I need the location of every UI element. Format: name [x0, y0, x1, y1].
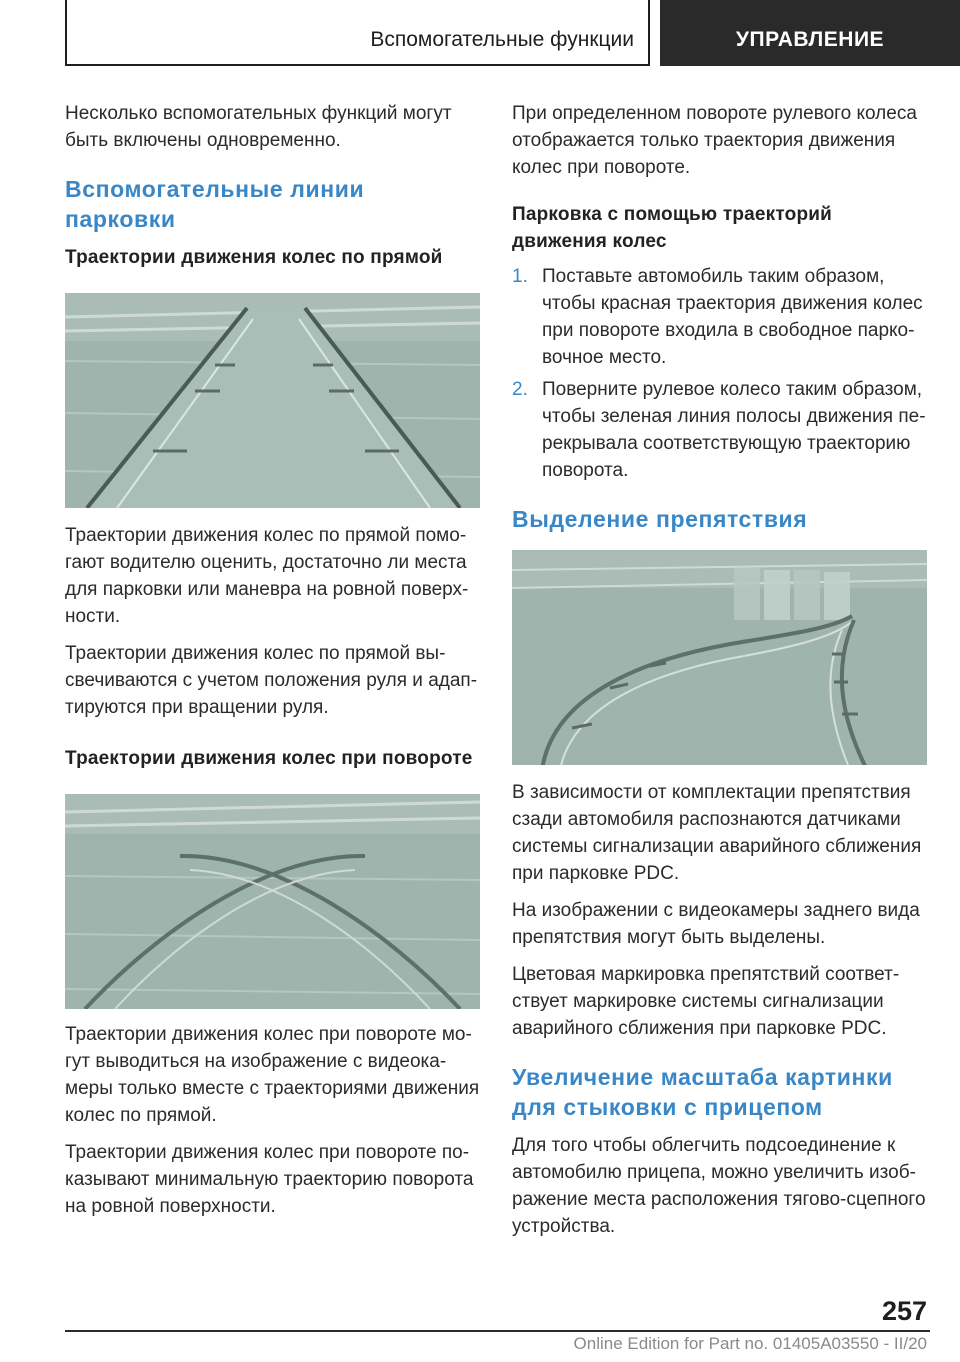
zoom-paragraph: Для того чтобы облегчить подсоединение к автомобилю прицепа, можно увеличить изображение места расположения тягово-сцепного устройства. — [512, 1135, 926, 1237]
turn-paragraph-3: При определенном повороте рулевого колеса отображается только траектория движения колес при повороте. — [512, 103, 917, 178]
obstacles-paragraph-2: На изображении с видеокамеры заднего вида препятствия могут быть выделены. — [512, 900, 920, 948]
right-column — [512, 100, 930, 1250]
step-number: 2. — [512, 379, 528, 400]
step-number: 1. — [512, 266, 528, 287]
header-section-title: Вспомогательные функции — [370, 28, 634, 51]
parking-step — [512, 376, 930, 484]
straight-paragraph-2: Траектории движения колес по прямой высвечиваются с учетом положения руля и адаптируются при вращении руля. — [65, 643, 478, 718]
straight-paragraph-1: Траектории движения колес по прямой помогают водителю оценить, достаточно ли места для парковки или маневра на ровной поверхности. — [65, 525, 469, 627]
header-chapter-title: УПРАВЛЕНИЕ — [735, 28, 885, 51]
figure-turn-trajectories — [65, 794, 480, 1009]
parking-step — [512, 263, 930, 371]
figure-obstacle-marking — [512, 550, 927, 765]
subheading-straight: Траектории движения колес по прямой — [65, 247, 443, 268]
footer-divider — [65, 1330, 930, 1332]
page-number: 257 — [881, 1296, 927, 1326]
heading-obstacles: Выделение препятствия — [512, 506, 808, 532]
parking-steps-list — [512, 263, 930, 484]
subheading-turn: Траектории движения колес при повороте — [65, 748, 473, 769]
turn-paragraph-2: Траектории движения колес при повороте показывают минимальную траекторию поворота на ровной поверхности. — [65, 1142, 474, 1217]
turn-paragraph-1: Траектории движения колес при повороте могут выводиться на изображение с видеокамеры только вместе с траекториями движения колес по прямой. — [65, 1024, 480, 1126]
figure-straight-trajectories — [65, 293, 480, 508]
subheading-parking-with-trajectories: Парковка с помощью траекторий движения колес — [512, 204, 833, 252]
heading-parking-lines: Вспомогательные линии парковки — [65, 176, 365, 232]
header-chapter-tab — [660, 0, 960, 66]
heading-trailer-zoom: Увеличение масштаба картинки для стыковки с прицепом — [512, 1064, 893, 1120]
footer-edition: Online Edition for Part no. 01405A03550 - II/20 — [573, 1334, 927, 1353]
step-text: Поставьте автомобиль таким образом, чтобы красная траектория движения колес при повороте входила в свободное парковочное место. — [542, 266, 923, 368]
header-section-tab — [65, 0, 650, 66]
left-column — [65, 100, 480, 1230]
obstacles-paragraph-1: В зависимости от комплектации препятствия сзади автомобиля распознаются датчиками системы сигнализации аварийного сближения при парковке PDC. — [512, 782, 922, 884]
obstacles-paragraph-3: Цветовая маркировка препятствий соответствует маркировке системы сигнализации аварийного сближения при парковке PDC. — [512, 964, 900, 1039]
step-text: Поверните рулевое колесо таким образом, чтобы зеленая линия полосы движения перекрывала соответствующую траекторию поворота. — [542, 379, 926, 481]
intro-paragraph: Несколько вспомогательных функций могут быть включены одновременно. — [65, 103, 452, 151]
